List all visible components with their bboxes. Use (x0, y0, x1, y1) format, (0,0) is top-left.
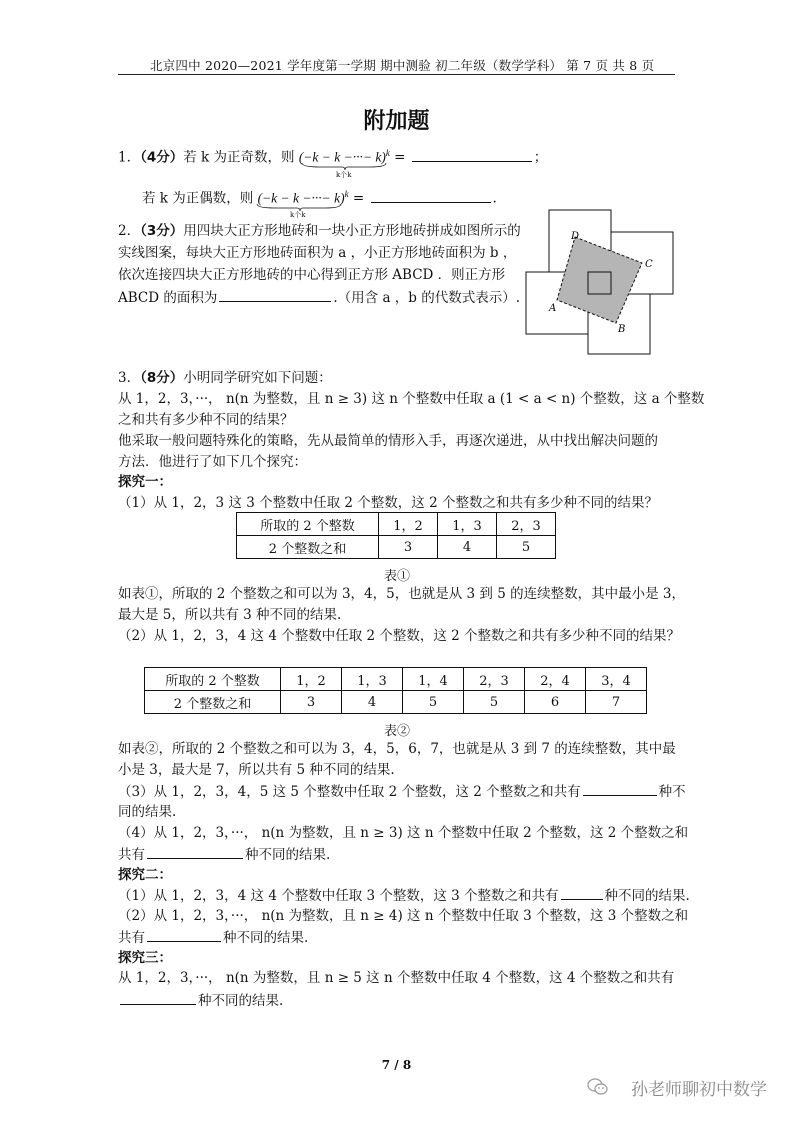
q1-brace-1 (300, 162, 390, 170)
explore2-p2-blank[interactable] (147, 927, 221, 942)
table-1-caption: 表① (384, 569, 411, 584)
wechat-icon (587, 1077, 609, 1097)
table-2-cell: 7 (586, 691, 647, 714)
explore2-p1-post: 种不同的结果. (604, 888, 690, 904)
table-2-cell: 5 (403, 691, 464, 714)
table-2-cell: 4 (342, 691, 403, 714)
explore1-p4-blank[interactable] (147, 844, 243, 859)
explore1-p4-line2 (118, 844, 330, 865)
table-1-row-2 (237, 536, 556, 559)
q1-expr-2: (−k − k −···− k) (257, 190, 345, 206)
label-a: A (549, 303, 557, 314)
explore1-p3 (118, 781, 686, 802)
explore2-p2-line2 (118, 927, 308, 948)
q3-text-3: 他采取一般问题特殊化的策略，先从最简单的情形入手，再逐次递进，从中找出解决问题的 (118, 433, 658, 449)
q2-line3: 依次连接四块大正方形地砖的中心得到正方形 ABCD ．则正方形 (118, 267, 506, 283)
q2-line2: 实线图案，每块大正方形地砖面积为 a ，小正方形地砖面积为 b ， (118, 245, 517, 261)
table-1-cell: 1，2 (379, 513, 438, 536)
q1-line2-post: . (492, 190, 497, 207)
explore1-after2-2: 小是 3，最大是 7，所以共有 5 种不同的结果. (118, 762, 395, 778)
q3-number: 3． (118, 370, 141, 386)
explore2-p2: （2）从 1，2，3，···， n(n 为整数，且 n ≥ 4) 这 n 个整数中任取 3 个整数，这 3 个整数之和 (118, 908, 689, 924)
explore1-p3-cont: 同的结果. (118, 804, 177, 820)
header-rule (118, 74, 675, 75)
q1-line1: 1．（4分）若 k 为正奇数，则 (−k − k −···− k)$^k$ = ； (118, 148, 548, 166)
table-1-cell: 2，3 (497, 513, 556, 536)
explore1-p3-pre: （3）从 1，2，3，4，5 这 5 个整数中任取 2 个整数，这 2 个整数之和共有 (118, 784, 581, 800)
explore1-p1: （1）从 1，2，3 这 3 个整数中任取 2 个整数，这 2 个整数之和共有多少种不同的结果？ (118, 495, 658, 511)
table-2-row-2 (145, 691, 647, 714)
explore2-title: 探究二： (118, 867, 172, 883)
explore1-title: 探究一： (118, 474, 172, 490)
q2-number: 2． (118, 223, 141, 239)
table-2-cell: 1，4 (403, 668, 464, 691)
q2-last-pre: ABCD 的面积为 (118, 290, 218, 306)
explore1-after2-1: 如表②，所取的 2 个整数之和可以为 3，4，5，6，7，也就是从 3 到 7 的连续整数，其中最 (118, 741, 676, 757)
q1-expr-1: (−k − k −···− k) (298, 149, 386, 165)
explore3-title: 探究三： (118, 950, 172, 966)
q2-answer-blank[interactable] (219, 287, 331, 302)
table-2-cell: 2，3 (464, 668, 525, 691)
explore2-p2-post: 种不同的结果. (223, 930, 309, 946)
table-2-cell: 2 个整数之和 (145, 691, 281, 714)
q1-line1-pre: 若 k 为正奇数，则 (183, 149, 295, 166)
table-1-row-1 (237, 513, 556, 536)
table-2-cell: 3 (281, 691, 342, 714)
q2-figure (520, 205, 680, 360)
page-header: 北京四中 2020—2021 学年度第一学期 期中测验 初二年级（数学学科） 第 7 页 共 8 页 (150, 58, 655, 73)
q3-intro: 小明同学研究如下问题： (183, 370, 332, 386)
q1-brace-label-1: k个k (336, 171, 352, 179)
watermark: 孙老师聊初中数学 (631, 1080, 767, 1100)
q1-brace-label-2: k个k (290, 211, 306, 219)
small-square (588, 272, 611, 294)
explore1-p4-post: 种不同的结果. (245, 847, 331, 863)
q3-line1 (118, 368, 332, 388)
label-b: B (618, 324, 626, 335)
explore1-after1-1: 如表①，所取的 2 个整数之和可以为 3，4，5，也就是从 3 到 5 的连续整数，其中最小是 3， (118, 586, 685, 602)
page-title: 附加题 (363, 109, 430, 134)
table-1-cell: 所取的 2 个整数 (237, 513, 379, 536)
label-c: C (645, 259, 653, 270)
q1-answer-blank-1[interactable] (412, 147, 532, 162)
table-2-cell: 所取的 2 个整数 (145, 668, 281, 691)
q3-text-4: 方法．他进行了如下几个探究： (118, 454, 307, 470)
explore1-p3-post: 种不 (658, 784, 686, 800)
explore3-p1-line2 (118, 990, 283, 1011)
label-d: D (571, 231, 580, 242)
table-1-cell: 3 (379, 536, 438, 559)
q3-text-2: 之和共有多少种不同的结果？ (118, 412, 294, 428)
table-2-cell: 1，3 (342, 668, 403, 691)
q2-line1 (118, 221, 521, 241)
q1-exp-1: k (385, 148, 390, 158)
explore3-p1-post: 种不同的结果. (198, 993, 284, 1009)
q2-last-post: .（用含 a ，b 的代数式表示）. (333, 290, 521, 306)
explore3-p1: 从 1，2，3，···， n(n 为整数，且 n ≥ 5 这 n 个整数中任取 4 个整数，这 4 个整数之和共有 (118, 970, 675, 986)
explore2-p2-pre: 共有 (118, 930, 145, 946)
q3-score: （8分） (140, 370, 184, 386)
q1-exp-2: k (344, 189, 349, 199)
table-2-cell: 1，2 (281, 668, 342, 691)
table-2-caption: 表② (384, 724, 411, 739)
table-2 (144, 667, 647, 714)
q1-number: 1． (118, 149, 141, 166)
table-1-cell: 4 (438, 536, 497, 559)
explore2-p1 (118, 885, 690, 906)
q1-line2: 若 k 为正偶数，则 (−k − k −···− k)$^k$ = . (142, 189, 497, 207)
explore1-p2: （2）从 1，2，3，4 这 4 个整数中任取 2 个整数，这 2 个整数之和共有多少种不同的结果？ (118, 628, 681, 644)
explore3-blank[interactable] (120, 990, 196, 1005)
q3-text-1: 从 1，2，3，···， n(n 为整数，且 n ≥ 3) 这 n 个整数中任取 a (1 < a < n) 个整数，这 a 个整数 (118, 391, 705, 407)
explore1-p4-pre: 共有 (118, 847, 145, 863)
table-2-cell: 3，4 (586, 668, 647, 691)
table-2-row-1 (145, 668, 647, 691)
explore1-after1-2: 最大是 5，所以共有 3 种不同的结果. (118, 607, 342, 623)
q1-line2-pre: 若 k 为正偶数，则 (142, 190, 254, 207)
table-1-cell: 5 (497, 536, 556, 559)
q1-line1-post: ； (533, 149, 548, 166)
explore1-p4: （4）从 1，2，3，···， n(n 为整数，且 n ≥ 3) 这 n 个整数中任取 2 个整数，这 2 个整数之和 (118, 825, 689, 841)
q1-score: （4分） (140, 149, 184, 166)
explore2-p1-blank[interactable] (561, 885, 603, 900)
q2-line4 (118, 287, 520, 308)
explore2-p1-pre: （1）从 1，2，3，4 这 4 个整数中任取 3 个整数，这 3 个整数之和共有 (118, 888, 559, 904)
q1-answer-blank-2[interactable] (371, 188, 491, 203)
table-1-cell: 2 个整数之和 (237, 536, 379, 559)
table-1 (236, 512, 556, 559)
table-2-cell: 6 (525, 691, 586, 714)
q2-text-1: 用四块大正方形地砖和一块小正方形地砖拼成如图所示的 (183, 223, 521, 239)
table-2-cell: 5 (464, 691, 525, 714)
explore1-p3-blank[interactable] (583, 781, 657, 796)
table-1-cell: 1，3 (438, 513, 497, 536)
page-number: 7 / 8 (381, 1058, 412, 1072)
q2-score: （3分） (140, 223, 184, 239)
table-2-cell: 2，4 (525, 668, 586, 691)
